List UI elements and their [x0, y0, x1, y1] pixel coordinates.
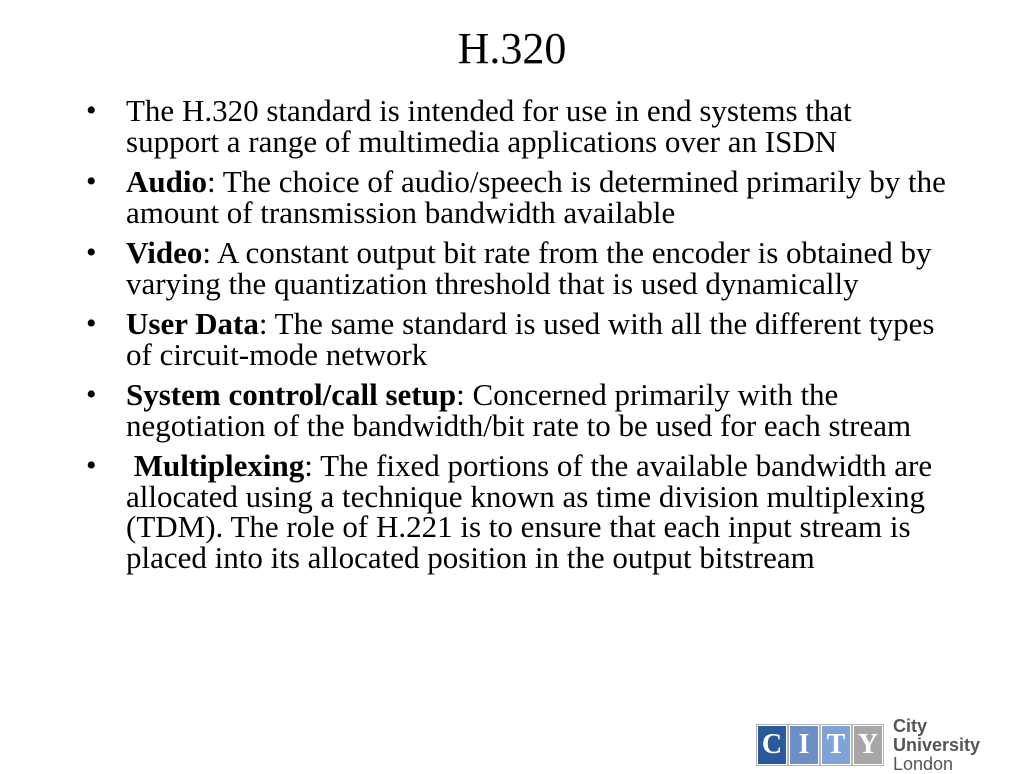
bullet-text: : The fixed portions of the available bandwidth are allocated using a technique known as time division multiplexing (TDM). The role of H.221 is to ensure that each input stream is placed into its allocated position in the output bitstream: [126, 448, 933, 575]
bullet-dot: •: [86, 378, 97, 411]
bullet-term: Video: [126, 235, 203, 270]
bullet-item: [86, 235, 946, 301]
logo-letter: Y: [853, 725, 883, 765]
bullet-term: System control/call setup: [126, 377, 457, 412]
city-university-logo: [757, 715, 1019, 774]
logo-city-name: London: [893, 753, 954, 774]
bullet-dot: •: [86, 165, 97, 198]
bullet-term: Multiplexing: [133, 448, 305, 483]
logo-letter-boxes: [757, 725, 883, 765]
bullet-term: Audio: [126, 164, 207, 199]
bullet-item: [86, 164, 946, 230]
logo-letter: C: [757, 725, 787, 765]
bullet-item: [86, 306, 946, 372]
bullet-list: [86, 93, 946, 583]
bullet-text: The H.320 standard is intended for use in end systems that support a range of multimedia applications over an ISDN: [126, 93, 852, 159]
slide-title: H.320: [457, 24, 567, 73]
bullet-dot: •: [86, 94, 97, 127]
bullet-text: : Concerned primarily with the negotiation of the bandwidth/bit rate to be used for each stream: [126, 377, 912, 443]
bullet-text: : The choice of audio/speech is determined primarily by the amount of transmission bandwidth available: [126, 164, 946, 230]
bullet-text: : A constant output bit rate from the encoder is obtained by varying the quantization threshold that is used dynamically: [126, 235, 932, 301]
logo-university-name: City University: [893, 715, 981, 755]
logo-wordmark: [893, 717, 1019, 774]
bullet-item: [86, 377, 946, 443]
bullet-text: : The same standard is used with all the different types of circuit-mode network: [126, 306, 935, 372]
logo-letter: I: [789, 725, 819, 765]
bullet-item: [86, 93, 946, 159]
bullet-dot: •: [86, 449, 97, 482]
bullet-term: User Data: [126, 306, 259, 341]
logo-letter: T: [821, 725, 851, 765]
bullet-dot: •: [86, 236, 97, 269]
bullet-item: [86, 448, 946, 575]
bullet-dot: •: [86, 307, 97, 340]
